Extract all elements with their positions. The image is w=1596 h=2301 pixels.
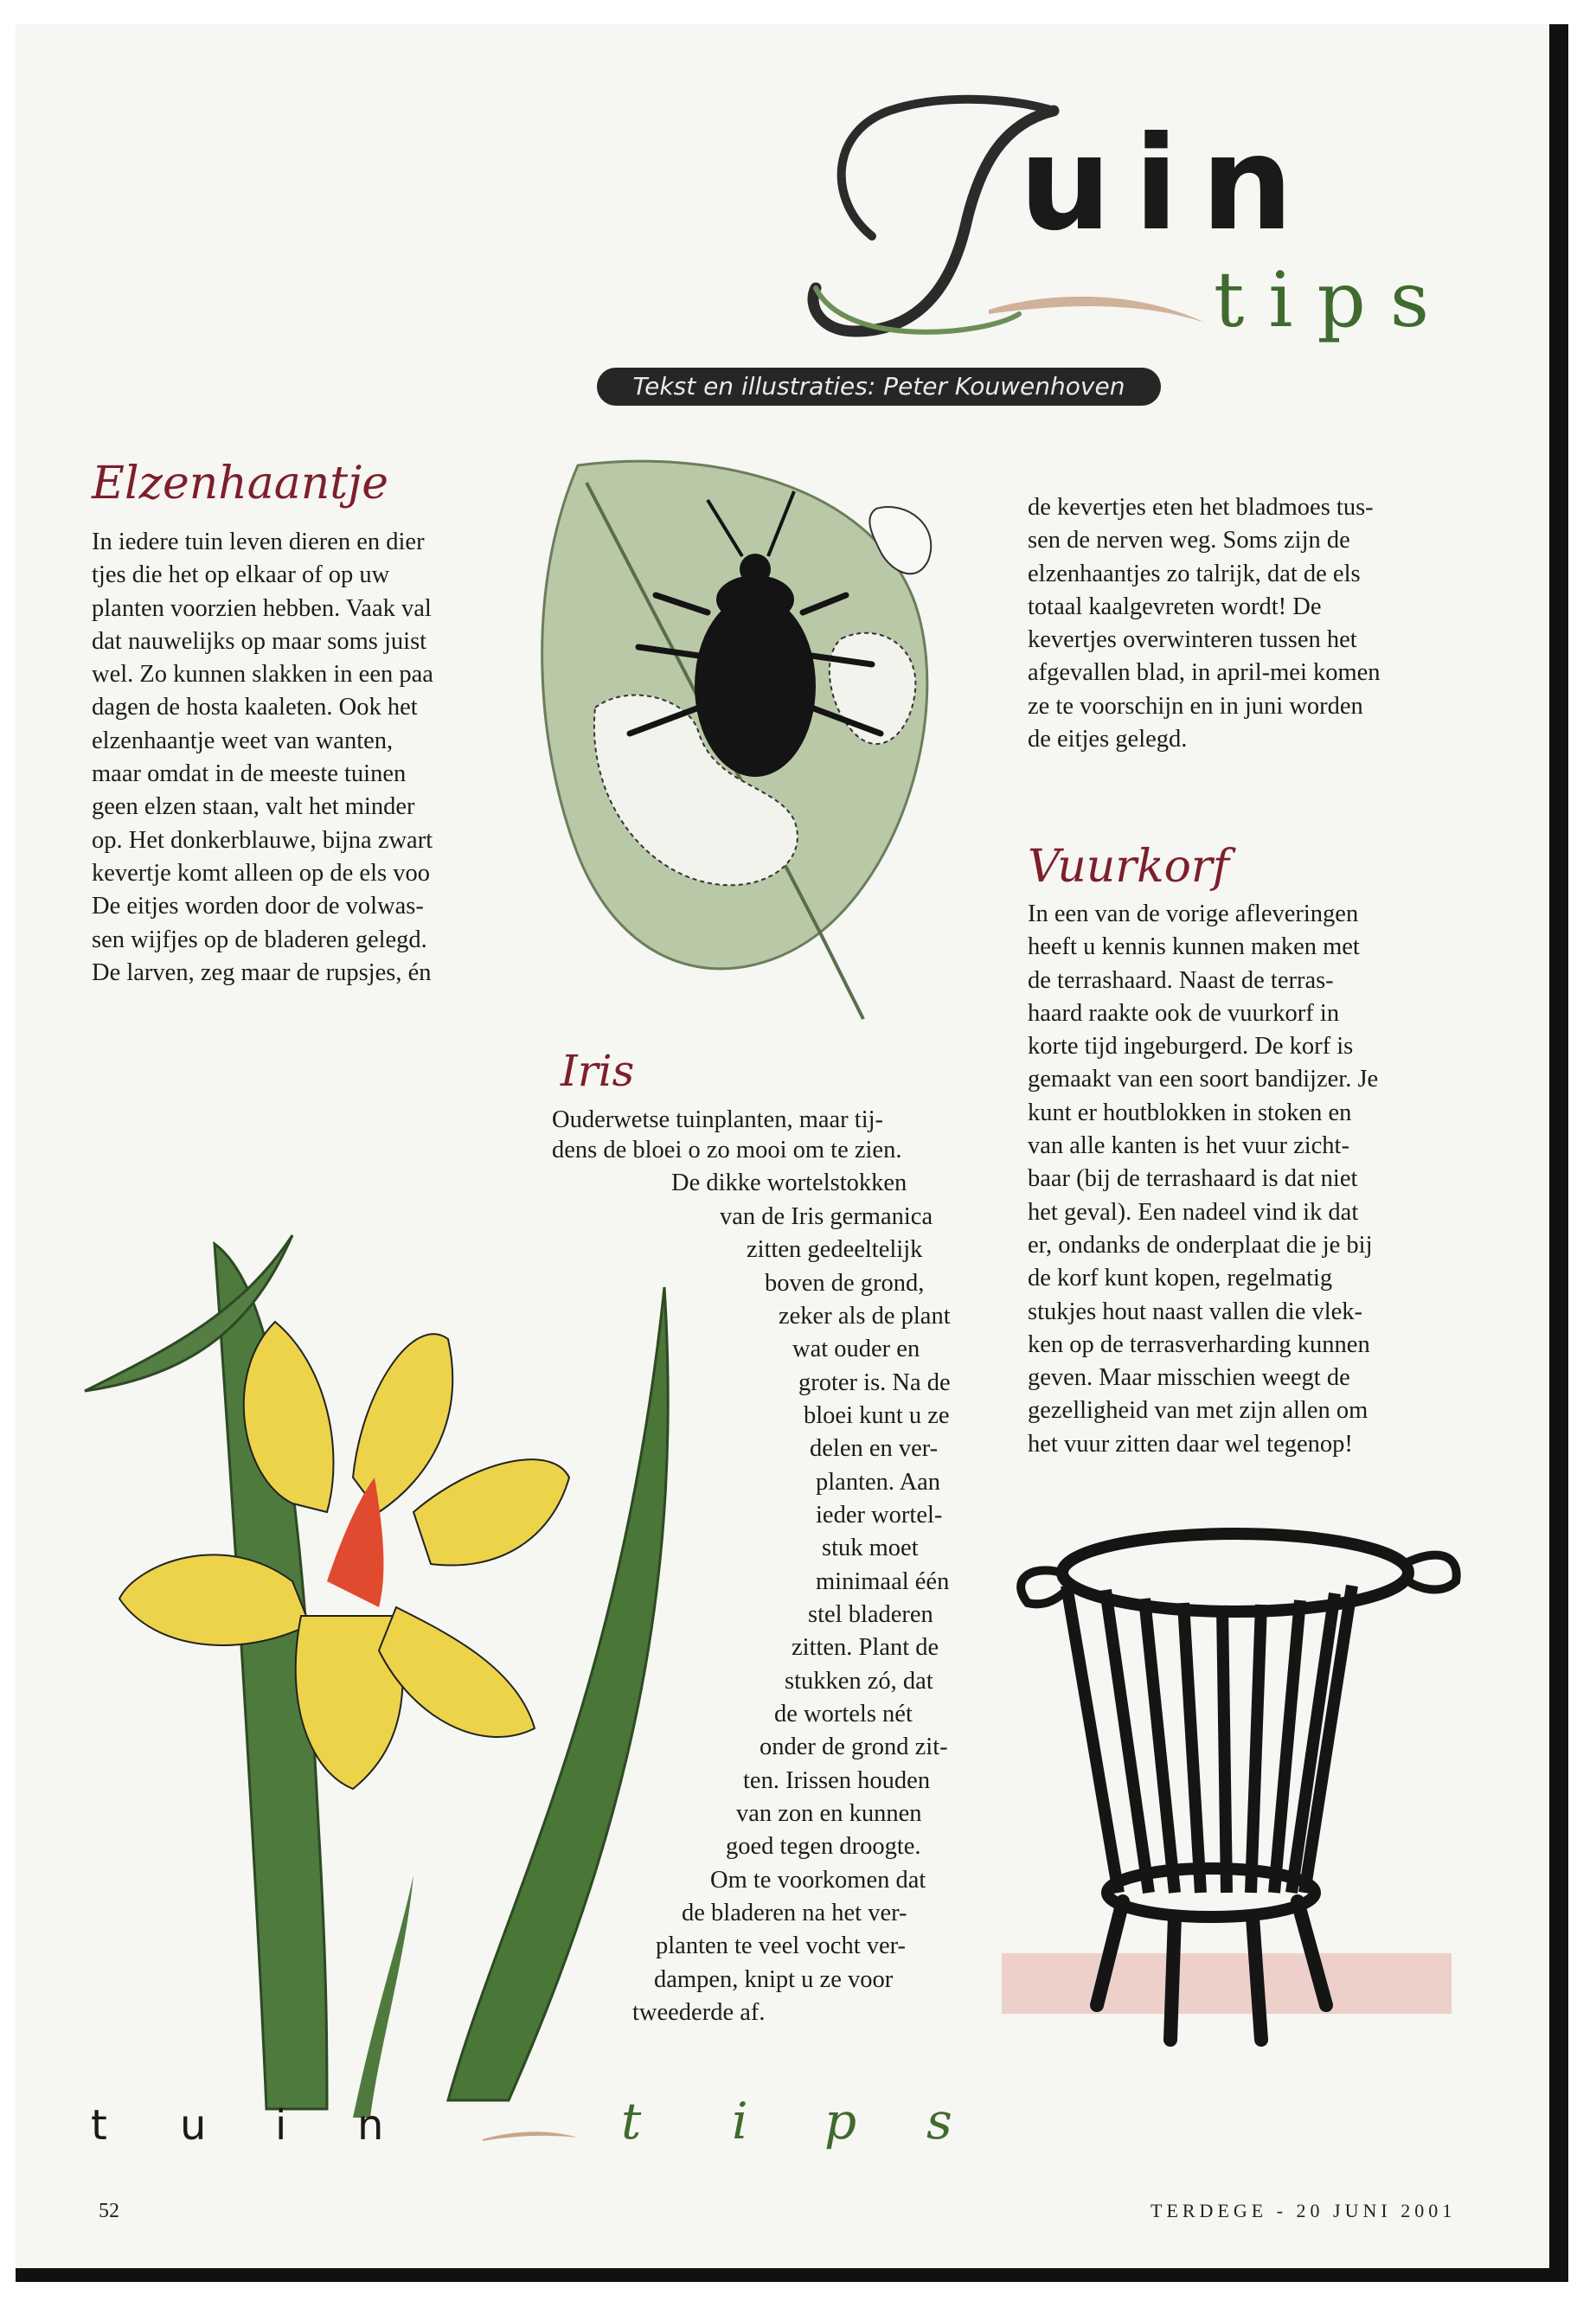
vuurkorf-heading: Vuurkorf — [1028, 841, 1229, 893]
iris-line: ten. Irissen houden — [743, 1767, 931, 1794]
iris-line: de bladeren na het ver- — [682, 1900, 907, 1926]
footer-letter: i — [732, 2092, 748, 2150]
iris-line: goed tegen droogte. — [726, 1833, 921, 1860]
iris-line: wat ouder en — [792, 1336, 920, 1362]
iris-line: van de Iris germanica — [720, 1203, 933, 1230]
iris-line: De dikke wortelstokken — [671, 1170, 907, 1196]
footer-letter: t — [91, 2101, 107, 2150]
footer-letter: s — [926, 2092, 952, 2150]
iris-line: delen en ver- — [810, 1435, 939, 1462]
footer-letter: i — [275, 2101, 287, 2150]
iris-line: de wortels nét — [774, 1701, 913, 1727]
elzenhaantje-heading: Elzenhaantje — [92, 458, 389, 510]
magazine-page — [16, 24, 1568, 2282]
leaf-beetle-illustration — [535, 448, 984, 1036]
elzenhaantje-text: In iedere tuin leven dieren en dier tjes die het op elkaar of op uw planten voorzien hebben. Vaak val dat nauwelijks op maar soms juist wel. Zo kunnen slakken in een paa dagen de hosta kaaleten. Ook het elzenhaantje weet van wanten, maar omdat in de meeste tuinen geen elzen staan, valt het minder op. Het donkerblauwe, bijna zwart kevertje komt alleen op de els voo De eitjes worden door de volwas- sen wijfjes op de bladeren gelegd. De larven, zeg maar de rupsjes, én — [92, 529, 433, 986]
iris-line: dampen, knipt u ze voor — [654, 1966, 894, 1993]
iris-line: Ouderwetse tuinplanten, maar tij- — [552, 1106, 884, 1133]
iris-line: zeker als de plant — [779, 1303, 951, 1330]
fire-basket-illustration — [976, 1521, 1495, 2074]
footer-letter: p — [824, 2092, 857, 2150]
header-subtitle: tips — [1214, 255, 1453, 344]
iris-line: bloei kunt u ze — [804, 1402, 950, 1429]
iris-line: tweederde af. — [632, 1999, 766, 2026]
iris-line: stukken zó, dat — [785, 1668, 933, 1695]
iris-line: zitten. Plant de — [792, 1634, 939, 1661]
header-title: uin — [1019, 109, 1316, 260]
iris-line: groter is. Na de — [798, 1369, 951, 1396]
brush-stroke — [984, 271, 1209, 331]
footer-letter: u — [180, 2101, 207, 2150]
vuurkorf-text: In een van de vorige afleveringen heeft u kennis kunnen maken met de terrashaard. Naast de terras- haard raakte ook de vuurkorf in korte tijd ingeburgerd. De korf is gemaakt van een soort bandijzer. Je kunt er houtblokken in stoken en van alle kanten is het vuur zicht- baar (bij de terrashaard is dat niet het geval). Een nadeel vind ik dat er, ondanks de onderplaat die je bij de korf kunt kopen, regelmatig stukjes hout naast vallen die vlek- ken op de terrasverharding kunnen geven. Maar misschien weegt de gezelligheid van met zijn allen om het vuur zitten daar wel tegenop! — [1028, 901, 1379, 1458]
credit-banner: Tekst en illustraties: Peter Kouwenhoven — [597, 368, 1161, 406]
iris-flower-illustration — [67, 1218, 690, 2118]
page-number: 52 — [99, 2200, 119, 2222]
footer-letter: n — [357, 2101, 384, 2150]
masthead: TERDEGE - 20 JUNI 2001 — [1151, 2200, 1457, 2221]
iris-line: stel bladeren — [808, 1601, 933, 1628]
iris-line: onder de grond zit- — [760, 1734, 948, 1760]
iris-line: van zon en kunnen — [736, 1800, 922, 1827]
elzenhaantje-continued-text: de kevertjes eten het bladmoes tus- sen de nerven weg. Soms zijn de elzenhaantjes zo talrijk, dat de els totaal kaalgevreten wordt! De kevertjes overwinteren tussen het afgevallen blad, in april-mei komen ze te voorschijn en in juni worden de eitjes gelegd. — [1028, 494, 1381, 753]
iris-line: boven de grond, — [765, 1270, 925, 1297]
iris-heading: Iris — [561, 1046, 635, 1096]
iris-line: dens de bloei o zo mooi om te zien. — [552, 1137, 902, 1163]
iris-line: zitten gedeeltelijk — [747, 1236, 923, 1263]
footer-letter: t — [621, 2092, 642, 2150]
footer-brush-stroke — [478, 2122, 582, 2148]
iris-line: planten te veel vocht ver- — [656, 1932, 907, 1959]
iris-line: Om te voorkomen dat — [710, 1867, 926, 1894]
iris-line: minimaal één — [816, 1568, 950, 1595]
iris-line: ieder wortel- — [816, 1502, 943, 1529]
iris-line: stuk moet — [822, 1535, 919, 1561]
iris-line: planten. Aan — [816, 1469, 941, 1496]
